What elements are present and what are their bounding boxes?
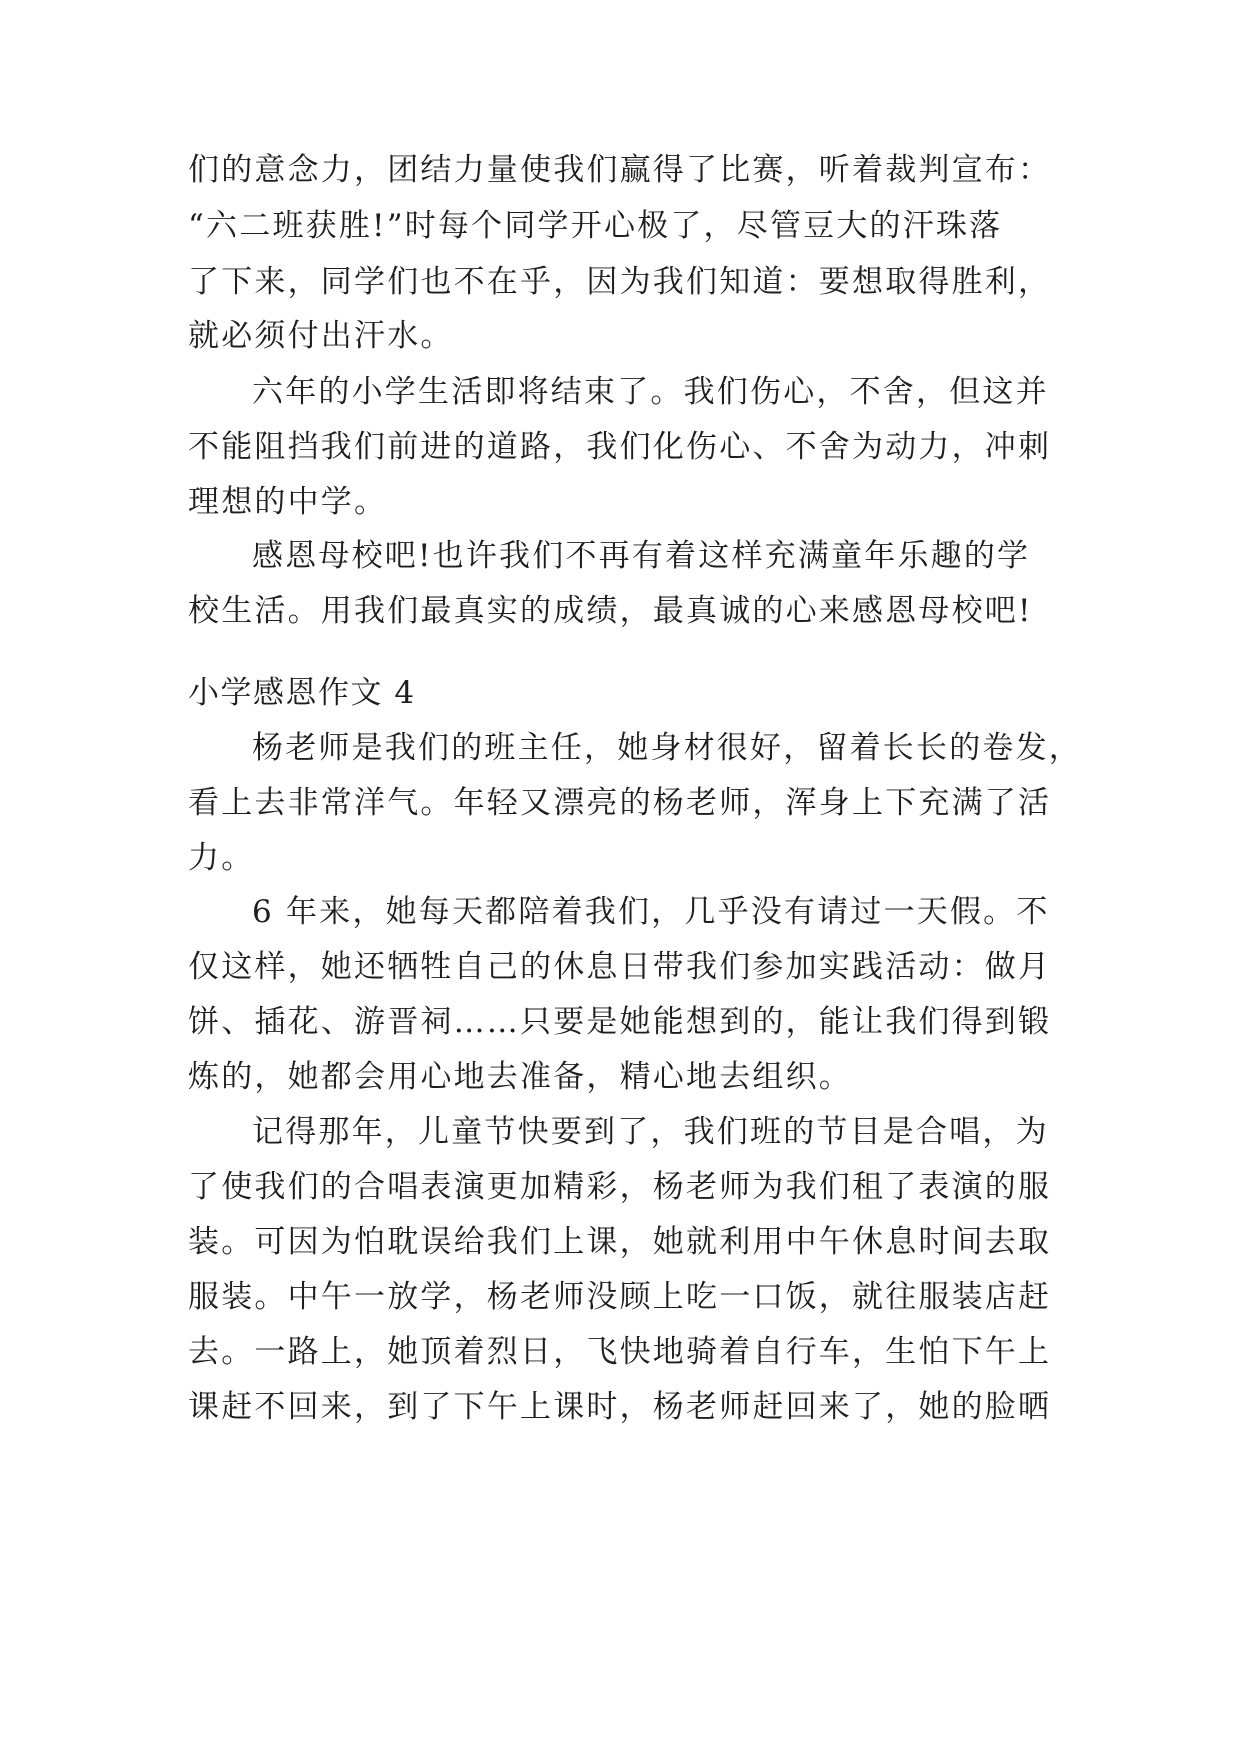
text-line: 去。一路上，她顶着烈日，飞快地骑着自行车，生怕下午上 — [188, 1334, 1052, 1370]
text-line: 6 年来，她每天都陪着我们，几乎没有请过一天假。不 — [252, 894, 1050, 930]
text-line: 炼的，她都会用心地去准备，精心地去组织。 — [188, 1059, 852, 1095]
text-line: 就必须付出汗水。 — [188, 318, 454, 354]
text-line: 理想的中学。 — [188, 484, 388, 520]
text-line: 校生活。用我们最真实的成绩，最真诚的心来感恩母校吧! — [188, 593, 1033, 629]
text-line: 了使我们的合唱表演更加精彩，杨老师为我们租了表演的服 — [188, 1169, 1052, 1205]
text-line: 六年的小学生活即将结束了。我们伤心，不舍，但这并 — [252, 374, 1049, 410]
text-line: 力。 — [188, 840, 255, 876]
text-line: 装。可因为怕耽误给我们上课，她就利用中午休息时间去取 — [188, 1224, 1052, 1260]
text-line: 看上去非常洋气。年轻又漂亮的杨老师，浑身上下充满了活 — [188, 785, 1052, 821]
text-line: 了下来，同学们也不在乎，因为我们知道：要想取得胜利， — [188, 264, 1052, 300]
text-line: 们的意念力，团结力量使我们赢得了比赛，听着裁判宣布： — [188, 152, 1052, 188]
text-line: 记得那年，儿童节快要到了，我们班的节目是合唱，为 — [252, 1114, 1049, 1150]
text-line: 仅这样，她还牺牲自己的休息日带我们参加实践活动：做月 — [188, 949, 1052, 985]
text-line: “六二班获胜!”时每个同学开心极了，尽管豆大的汗珠落 — [188, 208, 1003, 244]
text-line: 课赶不回来，到了下午上课时，杨老师赶回来了，她的脸晒 — [188, 1389, 1052, 1425]
text-line: 饼、插花、游晋祠……只要是她能想到的，能让我们得到锻 — [188, 1004, 1052, 1040]
section-title: 小学感恩作文 4 — [188, 675, 416, 711]
text-line: 不能阻挡我们前进的道路，我们化伤心、不舍为动力，冲刺 — [188, 429, 1052, 465]
text-line: 杨老师是我们的班主任，她身材很好，留着长长的卷发， — [252, 730, 1082, 766]
text-line: 感恩母校吧!也许我们不再有着这样充满童年乐趣的学 — [252, 538, 1031, 574]
text-line: 服装。中午一放学，杨老师没顾上吃一口饭，就往服装店赶 — [188, 1279, 1052, 1315]
